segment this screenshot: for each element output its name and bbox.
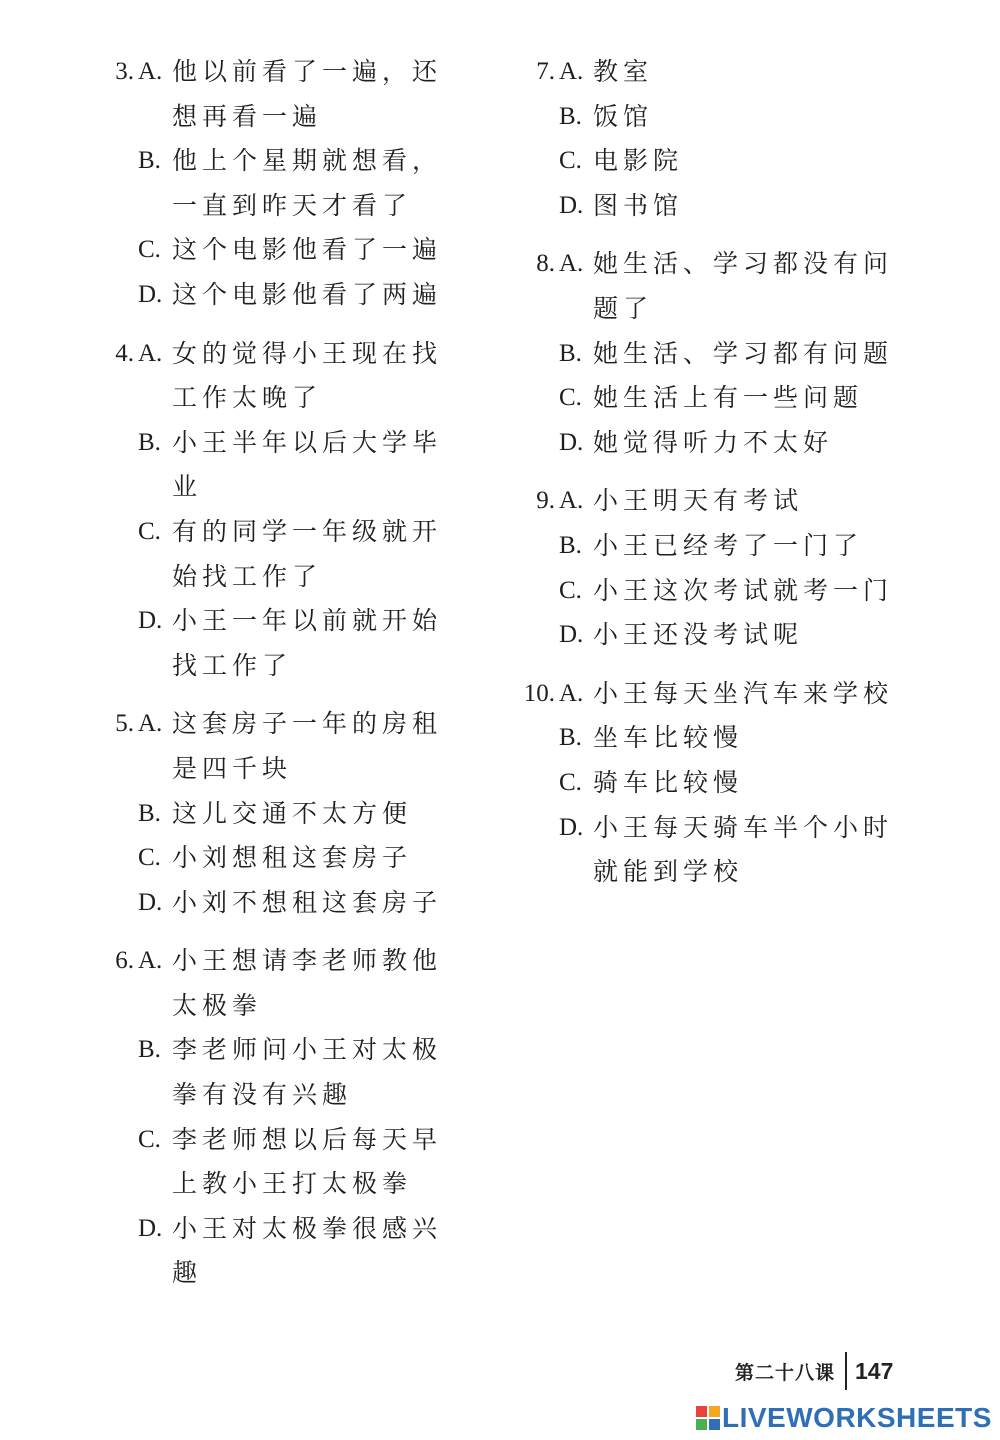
option-line [96,510,466,555]
option-line [96,836,466,881]
question-number: 5. [115,710,134,738]
option-line [96,984,466,1029]
option-text: 小王一年以前就开始 [172,606,443,636]
option-text: 始找工作了 [172,561,323,591]
option-line [96,1118,466,1163]
option-text: 她生活、学习都有问题 [593,338,894,368]
option-letter: B. [559,102,582,130]
option-text: 她觉得听力不太好 [593,427,834,457]
option-letter: A. [138,339,163,367]
option-text: 他以前看了一遍，还 [172,57,443,86]
option-line [96,139,466,184]
option-line [96,702,466,747]
option-text: 太极拳 [172,990,263,1020]
option-text: 有的同学一年级就开 [172,516,443,546]
option-line [503,421,913,466]
option-line [96,644,466,689]
option-letter: C. [559,147,582,175]
option-line [96,939,466,984]
option-letter: A. [138,710,163,738]
option-letter: D. [138,1214,163,1242]
question-number: 4. [115,339,134,367]
question-number: 8. [536,250,555,278]
option-letter: A. [138,947,163,975]
option-letter: A. [138,58,163,85]
option-text: 小王明天有考试 [593,486,804,516]
logo-square-orange [709,1406,720,1417]
option-text: 小王每天坐汽车来学校 [593,678,894,708]
option-letter: B. [138,428,161,456]
option-line [503,761,913,806]
question-item [96,332,466,689]
option-letter: B. [138,1036,161,1064]
option-letter: D. [559,621,584,649]
right-question-column [503,50,913,909]
question-number: 6. [115,947,134,975]
option-text: 骑车比较慢 [593,767,744,797]
option-text: 她生活上有一些问题 [593,383,864,413]
option-text: 她生活、学习都没有问 [593,249,894,279]
option-line [96,376,466,421]
liveworksheets-logo-icon [696,1406,720,1430]
option-line [96,50,466,95]
option-text: 上教小王打太极拳 [172,1169,413,1199]
option-text: 这套房子一年的房租 [172,709,443,739]
option-text: 小王已经考了一门了 [593,530,864,560]
logo-square-green [696,1419,707,1430]
option-text: 小王还没考试呢 [593,620,804,650]
question-item [503,479,913,657]
option-line [503,850,913,895]
option-text: 李老师问小王对太极 [172,1035,443,1065]
option-text: 找工作了 [172,650,293,680]
option-line [503,50,913,95]
question-item [503,672,913,895]
option-line [96,599,466,644]
question-item [96,50,466,318]
option-text: 就能到学校 [593,857,744,887]
option-letter: C. [138,844,161,872]
question-item [96,939,466,1296]
option-letter: C. [138,1125,161,1153]
option-text: 小王半年以后大学毕业 [172,427,443,502]
option-text: 小王这次考试就考一门 [593,575,894,605]
option-text: 小王想请李老师教他 [172,946,443,976]
logo-square-red [696,1406,707,1417]
option-line [96,273,466,318]
option-letter: B. [138,799,161,827]
option-text: 女的觉得小王现在找 [172,338,443,368]
option-line [96,332,466,377]
option-text: 小王每天骑车半个小时 [593,812,894,842]
option-letter: D. [559,191,584,219]
option-line [503,716,913,761]
option-letter: C. [559,384,582,412]
option-text: 教室 [593,57,654,86]
option-letter: B. [559,339,582,367]
question-item [96,702,466,925]
option-line [503,376,913,421]
question-number: 7. [536,58,555,85]
option-line [96,1207,466,1296]
option-text: 图书馆 [593,190,684,220]
option-line [96,881,466,926]
lesson-title: 第二十八课 [735,1362,836,1384]
option-letter: B. [138,147,161,175]
option-letter: C. [138,517,161,545]
option-letter: D. [559,813,584,841]
option-text: 电影院 [593,146,684,176]
watermark-text: LIVEWORKSHEETS [722,1402,992,1433]
option-line [96,421,466,510]
option-line [96,95,466,140]
option-letter: D. [559,428,584,456]
option-line [96,1162,466,1207]
option-letter: A. [559,58,584,85]
option-letter: A. [559,250,584,278]
option-text: 小王对太极拳很感兴趣 [172,1213,443,1288]
question-item [503,242,913,465]
option-letter: D. [138,280,163,308]
option-line [96,555,466,600]
option-letter: A. [559,679,584,707]
option-letter: D. [138,607,163,635]
option-text: 坐车比较慢 [593,723,744,753]
option-text: 他上个星期就想看， [172,146,443,176]
logo-square-blue [709,1419,720,1430]
option-line [503,524,913,569]
option-text: 小刘不想租这套房子 [172,887,443,917]
left-question-column [96,50,466,1310]
option-line [503,672,913,717]
option-line [503,95,913,140]
question-number: 3. [115,58,134,85]
option-letter: C. [559,576,582,604]
option-line [503,479,913,524]
option-line [96,792,466,837]
footer-divider [845,1352,847,1390]
option-text: 拳有没有兴趣 [172,1080,353,1110]
option-letter: D. [138,888,163,916]
liveworksheets-watermark [696,1402,992,1434]
option-text: 饭馆 [593,101,654,131]
option-line [503,613,913,658]
option-line [503,332,913,377]
option-line [96,1028,466,1073]
option-line [503,569,913,614]
option-text: 这儿交通不太方便 [172,798,413,828]
option-line [503,139,913,184]
option-letter: A. [559,487,584,515]
option-letter: B. [559,724,582,752]
option-text: 这个电影他看了两遍 [172,279,443,309]
option-text: 题了 [593,293,654,323]
option-text: 一直到昨天才看了 [172,190,413,220]
question-number: 9. [536,487,555,515]
option-line [96,184,466,229]
question-number: 10. [523,679,555,707]
option-line [503,806,913,851]
option-text: 小刘想租这套房子 [172,843,413,873]
option-line [96,228,466,273]
option-line [503,287,913,332]
option-text: 想再看一遍 [172,101,323,131]
option-text: 是四千块 [172,753,293,783]
option-letter: B. [559,531,582,559]
option-line [503,184,913,229]
option-line [96,747,466,792]
question-item [503,50,913,228]
option-text: 这个电影他看了一遍 [172,235,443,265]
page-number: 147 [855,1357,894,1384]
option-text: 工作太晚了 [172,383,323,413]
option-text: 李老师想以后每天早 [172,1124,443,1154]
option-letter: C. [138,236,161,264]
page-footer [735,1352,893,1390]
option-line [96,1073,466,1118]
option-line [503,242,913,287]
option-letter: C. [559,768,582,796]
